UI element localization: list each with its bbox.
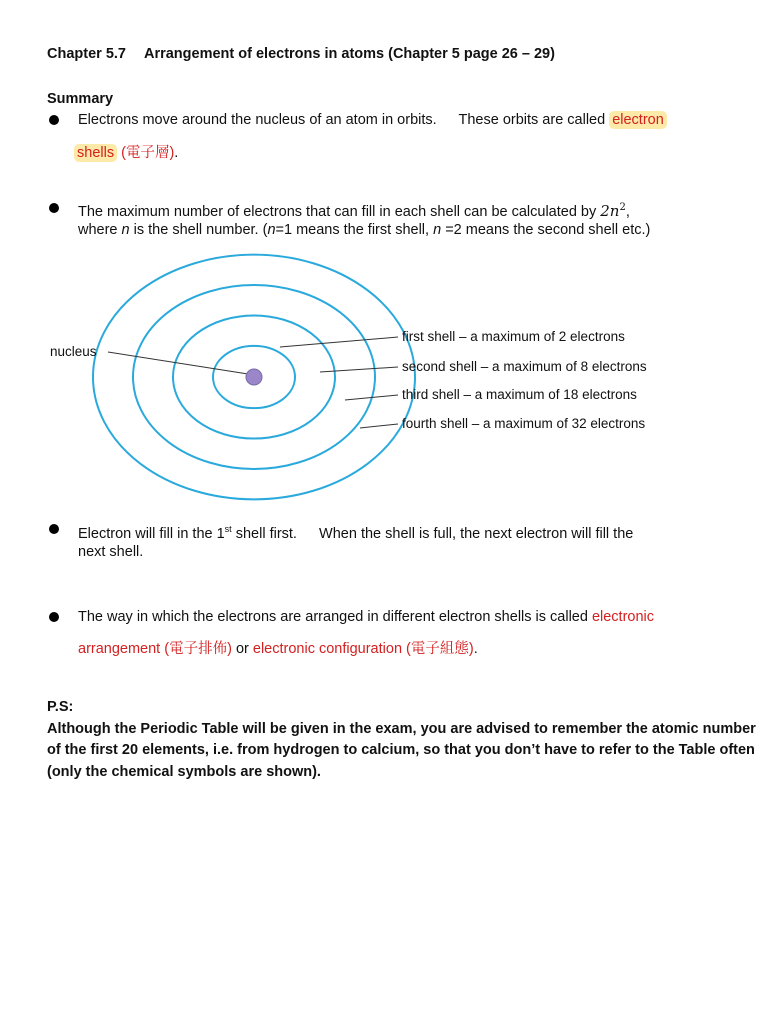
bullet-1-line-2: shells (電子層). [74,143,178,163]
nucleus-label: nucleus [50,344,97,359]
bullet-dot [49,524,59,534]
summary-heading: Summary [47,91,114,107]
chapter-number: Chapter 5.7 [47,46,126,62]
ps-section [47,697,757,783]
leader-line-fourth [360,424,398,428]
ps-text: Although the Periodic Table will be given in the exam, you are advised to remember the atomic number of the first 20 elements, i.e. from hydrogen to calcium, so that you don’t have to refer to the Table often (only the chemical symbols are shown). [47,720,756,780]
term-electronic-configuration: electronic configuration [252,641,403,657]
bullet-3-line-1: Electron will fill in the 1st shell first. When the shell is full, the next electron will fill the [78,524,634,542]
bullet-4-line-1: The way in which the electrons are arranged in different electron shells is called electronic [78,609,655,625]
bullet-1-text-2: These orbits are called [458,112,606,128]
shell-label-second: second shell – a maximum of 8 electrons [402,359,647,374]
bullet-1-line-1 [78,110,667,130]
ps-label: P.S: [47,699,74,715]
chapter-title: Arrangement of electrons in atoms (Chapter 5 page 26 – 29) [143,46,555,62]
bullet-dot [49,203,59,213]
nucleus-dot [246,369,262,385]
bullet-dot [49,612,59,622]
bullet-2-text: The maximum number of electrons that can fill in each shell can be calculated by [78,204,597,220]
bullet-3-line-2: next shell. [78,544,144,560]
chinese-electronic-arrangement: (電子排佈) [164,641,232,657]
chinese-electronic-configuration: (電子組態) [406,641,474,657]
term-electron: electron [609,111,667,129]
shell-label-first: first shell – a maximum of 2 electrons [402,329,625,344]
leader-line-first [280,337,398,347]
bullet-2-line-1: The maximum number of electrons that can fill in each shell can be calculated by $2n^2$, [78,202,630,220]
term-electronic: electronic [591,609,655,625]
shell-label-third: third shell – a maximum of 18 electrons [402,387,637,402]
term-arrangement: arrangement [78,641,161,657]
formula-2n-squared: $2n^2$ [600,202,626,220]
bullet-1-text: Electrons move around the nucleus of an atom in orbits. [78,112,437,128]
term-shells: shells [74,144,117,162]
shell-label-fourth: fourth shell – a maximum of 32 electrons [402,416,646,431]
bullet-2-line-2: where n is the shell number. (n=1 means the first shell, n =2 means the second shell etc.) [78,222,651,238]
bullet-4-line-2: arrangement (電子排佈) or electronic configuration (電子組態). [78,641,478,657]
leader-line-second [320,367,398,372]
bullet-dot [49,115,59,125]
chinese-electron-shells: (電子層) [121,145,175,161]
electron-shell-diagram [0,250,768,510]
chapter-heading [47,46,555,62]
